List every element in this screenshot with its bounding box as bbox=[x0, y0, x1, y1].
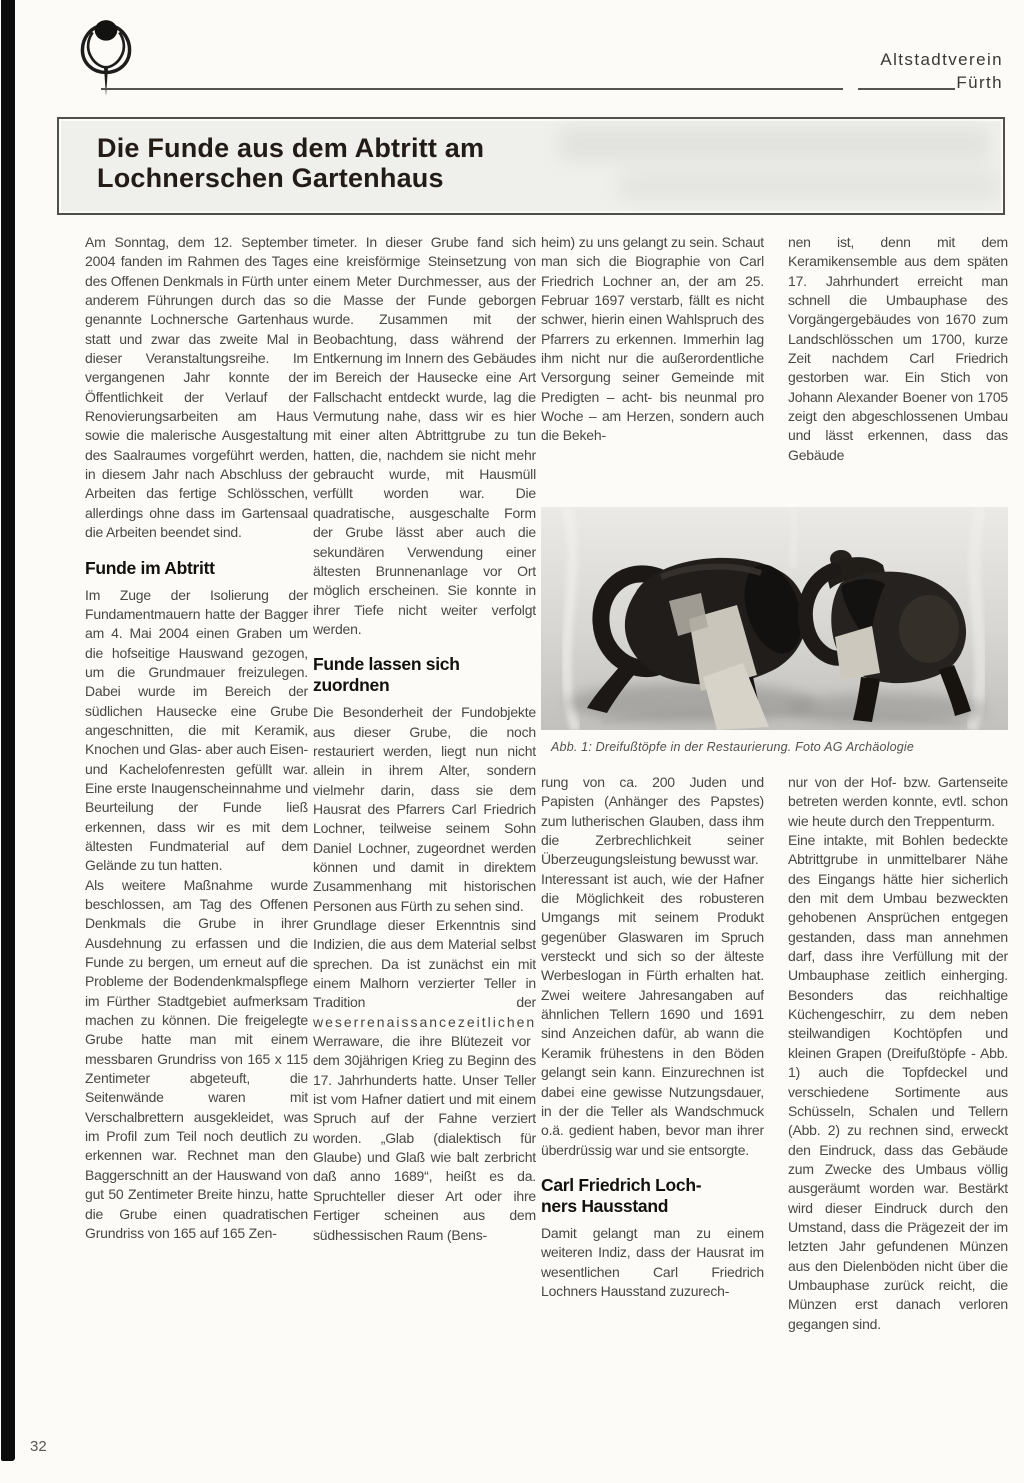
org-city: Fürth bbox=[956, 73, 1003, 92]
body-paragraph: timeter. In dieser Grube fand sich eine kreisförmige Steinsetzung von einem Meter Durchmesser, aus der die Masse der Funde geborgen wurde. Zusammen mit der Beobachtung, dass während der Entkernung im Innern des Gebäudes im Bereich der Hausecke eine Art Fallschacht entdeckt wurde, lag die Vermutung nahe, dass wir es hier mit einer alten Abtrittgrube zu tun hatten, die, nachdem sie nicht mehr gebraucht wurde, mit Hausmüll verfüllt worden war. Die quadratische, ausgeschalte Form der Grube lässt aber auch die sekundären Verwendung einer ältesten Brunnenanlage vor Ort möglich erscheinen. Sie konnte in ihrer Tiefe nicht weiter verfolgt werden. bbox=[313, 234, 536, 637]
article-column-4-upper bbox=[788, 233, 1008, 501]
publication-name bbox=[880, 50, 1003, 93]
body-paragraph: Eine intakte, mit Bohlen bedeckte Abtrittgrube in unmittelbarer Nähe des Eingangs hätte hier sicherlich den mit dem Umbau bezweckten gehobenen Ansprüchen entgegen gestanden, dass man annehmen darf, dass ihre Verfüllung mit der Umbauphase zeitlich einherging. Besonders das reichhaltige Küchengeschirr, zu dem neben steilwandigen Kochtöpfen und kleinen Grapen (Dreifußtöpfe - Abb. 1) auch die Topfdeckel und verschiedene Sortimente aus Schüsseln, Schalen und Tellern (Abb. 2) zu rechnen sind, erweckt den Eindruck, dass das Gebäude zum Zwecke des Umbaus völlig ausgeräumt worden war. Bestärkt wird dieser Eindruck durch den Umstand, dass die Prägezeit der im letzten Jahr gefundenen Münzen aus den Dielenböden nicht über die Umbauphase zurück reicht, die Münzen erst danach verloren gegangen sind. bbox=[788, 832, 1008, 1332]
body-paragraph: heim) zu uns gelangt zu sein. Schaut man sich die Biographie von Carl Friedrich Lochner an, der am 25. Februar 1697 verstarb, fällt es nicht schwer, hierin einen Wahlspruch des Pfarrers zu erkennen. Immerhin lag ihm nicht nur die außerordentliche Versorgung seiner Gemeinde mit Predigten – acht- bis neunmal pro Woche – am Herzen, sondern auch die Bekeh- bbox=[541, 234, 764, 444]
body-paragraph: Als weitere Maßnahme wurde beschlossen, am Tag des Offenen Denkmals die Grube in ihrer Ausdehnung zu erfassen und die Funde zu bergen, um erneut auf die Probleme der Bodendenkmalspflege im Fürther Stadtgebiet aufmerksam machen zu können. Die freigelegte Grube hatte man mit einem messbaren Grundriss von 165 x 115 Zentimeter abgeteuft, die Seitenwände waren mit Verschalbrettern ausgekleidet, was im Profil zum Teil noch deutlich zu erkennen war. Rechnet man den Baggerschnitt an der Hauswand von gut 50 Zentimeter Breite hinzu, hatte die Grube einen quadratischen Grundriss von 165 auf 165 Zen- bbox=[85, 876, 308, 1241]
letterspaced-term: weserrenaissancezeitlichen bbox=[313, 1013, 536, 1030]
section-heading-carl-friedrich-lochners-hausstand: Carl Friedrich Loch- ners Hausstand bbox=[541, 1174, 702, 1216]
article-title-box bbox=[57, 117, 1005, 215]
page-number: 32 bbox=[30, 1438, 47, 1455]
figure-caption: Abb. 1: Dreifußtöpfe in der Restaurierung. Foto AG Archäologie bbox=[551, 740, 915, 754]
article-column-3-lower bbox=[541, 773, 764, 1461]
body-paragraph: nur von der Hof- bzw. Gartenseite betreten werden konnte, evtl. schon wie heute durch den Treppenturm. bbox=[788, 774, 1008, 829]
page-title-line1: Die Funde aus dem Abtritt am bbox=[97, 133, 485, 163]
article-column-4-lower bbox=[788, 773, 1008, 1461]
org-name: Altstadtverein bbox=[880, 50, 1003, 69]
body-paragraph: Am Sonntag, dem 12. September 2004 fanden im Rahmen des Tages des Offenen Denkmals in Fürth unter anderem Führungen durch das so genannte Lochnersche Gartenhaus statt und zwar das zweite Mal in dieser Veranstaltungsreihe. Im vergangenen Jahr konnte der Öffentlichkeit der Verlauf der Renovierungsarbeiten am Haus sowie die malerische Ausgestaltung des Saalraumes vorgeführt werden, in diesem Jahr nach Abschluss der Arbeiten das fertige Schlösschen, allerdings ohne dass im Gartensaal die Arbeiten beendet sind. bbox=[85, 234, 308, 541]
body-paragraph: Die Besonderheit der Fundobjekte aus dieser Grube, die noch restauriert werden, liegt nun nicht allein in ihrem Alter, sondern vielmehr darin, dass sie dem Hausrat des Pfarrers Carl Friedrich Lochner, teilweise seinem Sohn Daniel Lochner, zugeordnet werden können und damit in direktem Zusammenhang mit historischen Personen aus Fürth zu sehen sind. bbox=[313, 704, 536, 914]
body-paragraph: rung von ca. 200 Juden und Papisten (Anhänger des Papstes) zum lutherischen Glauben, dass ihm die Zerbrechlichkeit seiner Überzeugungsleistung bewusst war. bbox=[541, 774, 764, 868]
body-paragraph: Grundlage dieser Erkenntnis sind Indizien, die aus dem Material selbst sprechen. Da ist zunächst ein mit einem Malhorn verzierter Teller in Tradition der weserrenaissancezeitlichen Werraware, die ihre Blütezeit vor dem 30jährigen Krieg zu Beginn des 17. Jahrhunderts hatte. Unser Teller ist vom Hafner datiert und mit einem Spruch auf der Fahne verziert worden. „Glab (dialektisch für Glaube) und Glaß wie balt zerbricht daß anno 1689“, heißt es da. Spruchteller dieser Art oder ihre Fertiger scheinen aus dem südhessischen Raum (Bens- bbox=[313, 917, 536, 1243]
scan-edge-bar bbox=[1, 0, 15, 1461]
section-heading-funde-lassen-sich-zuordnen: Funde lassen sich zuordnen bbox=[313, 654, 460, 696]
body-paragraph: Damit gelangt man zu einem weiteren Indiz, dass der Hausrat im wesentlichen Carl Friedrich Lochners Hausstand zuzurech- bbox=[541, 1224, 764, 1299]
page-title-line2: Lochnerschen Gartenhaus bbox=[97, 163, 444, 193]
body-paragraph: nen ist, denn mit dem Keramikensemble aus dem späten 17. Jahrhundert erreicht man schnell die Umbauphase des Vorgängergebäudes von 1670 zum Landschlösschen um 1700, kurze Zeit nachdem Carl Friedrich gestorben war. Ein Stich von Johann Alexander Boener von 1705 zeigt den abgeschlossenen Umbau und lässt erkennen, dass das Gebäude bbox=[788, 234, 1008, 463]
header-rule-left bbox=[101, 88, 843, 90]
section-heading-funde-im-abtritt: Funde im Abtritt bbox=[85, 557, 215, 578]
header-rule-right bbox=[858, 88, 955, 90]
body-paragraph: Im Zuge der Isolierung der Fundamentmauern hatte der Bagger am 4. Mai 2004 einen Graben um die hofseitige Hauswand gezogen, um die Grundmauer freizulegen. Dabei wurde im Bereich der südlichen Hausecke eine Grube angeschnitten, die mit Keramik, Knochen und Glas- aber auch Eisen- und Kachelofenresten gefüllt war. Eine erste Inaugenscheinnahme und Beurteilung der Funde ließ erkennen, dass wir es mit dem ältesten Fundmaterial auf dem Gelände zu tun hatten. bbox=[85, 586, 308, 874]
article-column-2 bbox=[313, 233, 536, 1459]
body-paragraph: Interessant ist auch, wie der Hafner die Möglichkeit des robusteren Umgangs mit seinem Produkt gegenüber Glaswaren im Spruch versteckt und sich so der älteste Werbeslogan in Fürth erhalten hat. Zwei weitere Jahresangaben auf ähnlichen Tellern 1690 und 1691 sind Anzeichen dafür, ab wann die Keramik frühestens in den Böden gelangt sein kann. Einzurechnen ist dabei eine gewisse Nutzungsdauer, in der die Teller als Wandschmuck o.ä. gedient haben, bevor man ihrer überdrüssig war und sie entsorgte. bbox=[541, 870, 764, 1158]
altstadtverein-logo-icon bbox=[74, 16, 138, 98]
tripod-pots-photo bbox=[541, 507, 1008, 730]
article-column-1 bbox=[85, 233, 308, 1459]
article-column-3-upper bbox=[541, 233, 764, 501]
page-title bbox=[59, 119, 1003, 193]
